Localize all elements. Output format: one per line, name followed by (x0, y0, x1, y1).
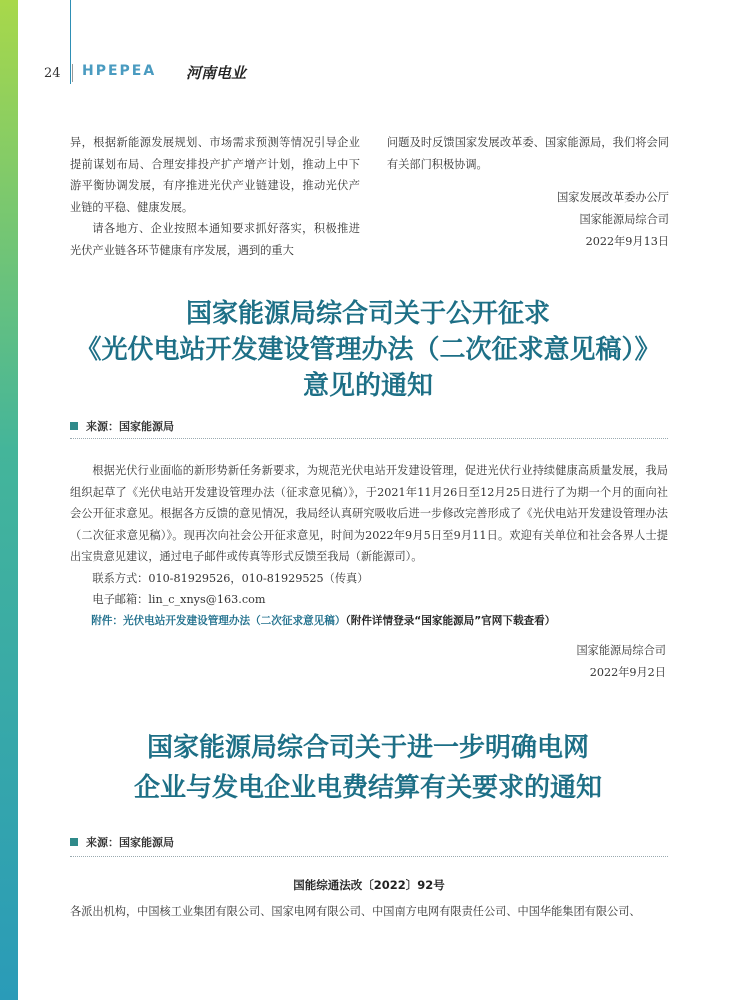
source-marker-icon (70, 422, 78, 430)
prev-article-right-column (387, 132, 669, 253)
article2-doc-number: 国能综通法改〔2022〕92号 (293, 878, 445, 892)
prev-sign-org-2: 国家能源局综合司 (579, 213, 669, 226)
sidebar-gradient-bar (0, 0, 18, 1000)
article1-signature (576, 640, 666, 684)
article1-divider (70, 438, 668, 439)
article2-title-line-1: 国家能源局综合司关于进一步明确电网 (146, 733, 589, 763)
header-vertical-line (70, 0, 71, 84)
source-marker-icon (70, 838, 78, 846)
prev-sign-org-1: 国家发展改革委办公厅 (557, 191, 669, 204)
header-divider (72, 64, 73, 82)
article1-attachment-note: （附件详情登录“国家能源局”官网下载查看） (345, 614, 556, 627)
article2-source-text: 来源：国家能源局 (86, 836, 174, 849)
prev-article-left-column (70, 132, 360, 261)
prev-sign-date: 2022年9月13日 (585, 235, 669, 248)
article1-contact-email: 电子邮箱：lin_c_xnys@163.com (92, 593, 266, 606)
article1-title-line-1: 国家能源局综合司关于公开征求 (185, 299, 550, 329)
article2-title (60, 728, 676, 808)
prev-paragraph-1: 异，根据新能源发展规划、市场需求预测等情况引导企业提前谋划布局、合理安排投产扩产增产计划，推动上中下游平衡协调发展，有序推进光伏产业链建设，推动光伏产业链的平稳、健康发展。 (70, 136, 360, 214)
article1-title-line-2: 《光伏电站开发建设管理办法（二次征求意见稿）》 (75, 335, 661, 365)
article2-divider (70, 856, 668, 857)
article1-sign-org: 国家能源局综合司 (576, 644, 666, 657)
article1-title (60, 296, 676, 404)
article1-sign-date: 2022年9月2日 (589, 666, 666, 679)
article2-title-line-2: 企业与发电企业电费结算有关要求的通知 (133, 773, 602, 803)
article1-contact-phone: 联系方式：010-81929526，010-81929525（传真） (92, 571, 369, 585)
magazine-logo: HPEPEA (82, 63, 157, 79)
article1-title-line-3: 意见的通知 (302, 371, 433, 401)
article1-source-text: 来源：国家能源局 (86, 420, 174, 433)
magazine-title: 河南电业 (186, 64, 247, 82)
prev-paragraph-3: 问题及时反馈国家发展改革委、国家能源局，我们将会同有关部门积极协调。 (387, 136, 669, 171)
article1-paragraph: 根据光伏行业面临的新形势新任务新要求，为规范光伏电站开发建设管理，促进光伏行业持续健康高质量发展，我局组织起草了《光伏电站开发建设管理办法（征求意见稿）》，于2021年11月26日至12月25日进行了为期一个月的面向社会公开征求意见。根据各方反馈的意见情况，我局经认真研究吸收后进一步修改完善形成了《光伏电站开发建设管理办法（二次征求意见稿）》。现再次向社会公开征求意见，时间为2022年9月5日至9月11日。欢迎有关单位和社会各界人士提出宝贵意见建议，通过电子邮件或传真等形式反馈至我局（新能源司）。 (70, 464, 668, 563)
prev-paragraph-2: 请各地方、企业按照本通知要求抓好落实，积极推进光伏产业链各环节健康有序发展，遇到的重大 (70, 222, 360, 257)
article2-source (70, 834, 174, 850)
article1-attachment (70, 611, 668, 633)
article1-source (70, 418, 174, 434)
article2-body: 各派出机构，中国核工业集团有限公司、国家电网有限公司、中国南方电网有限责任公司、中国华能集团有限公司、 (70, 905, 641, 918)
article1-body (70, 460, 668, 632)
article1-attachment-link[interactable]: 附件：光伏电站开发建设管理办法（二次征求意见稿） (91, 614, 346, 627)
page-number: 24 (44, 66, 61, 81)
